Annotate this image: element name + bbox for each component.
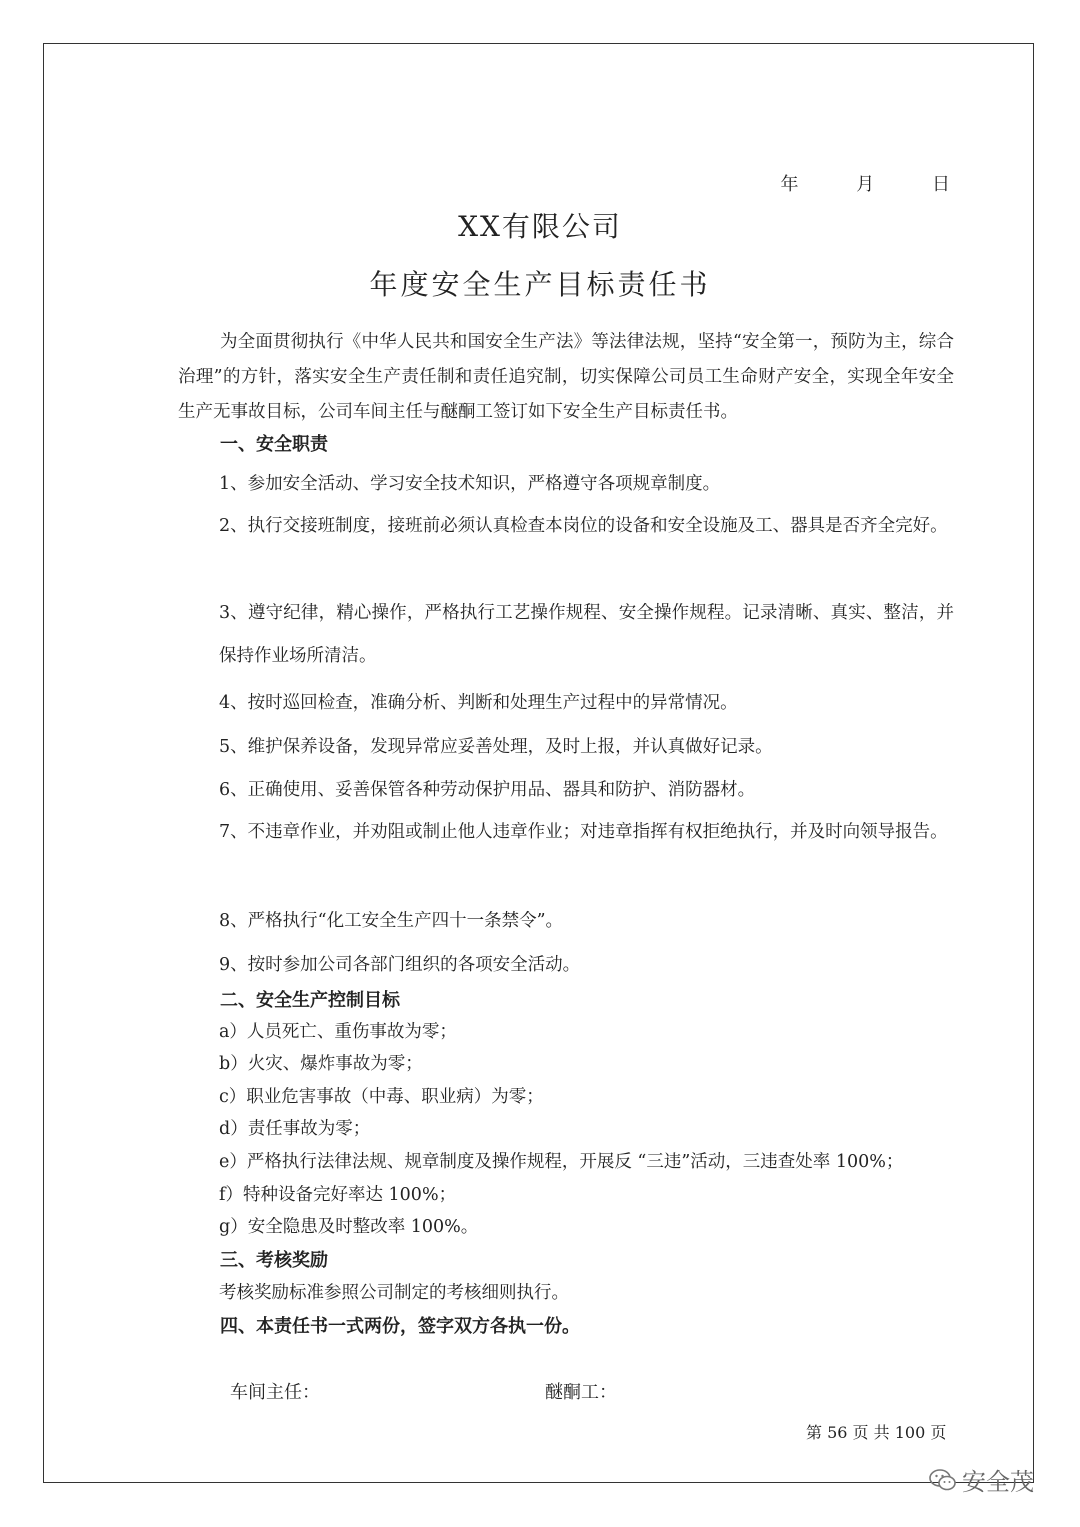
wechat-icon bbox=[928, 1467, 958, 1493]
section2-heading: 二、安全生产控制目标 bbox=[220, 990, 400, 1011]
duty-item-1: 1、参加安全活动、学习安全技术知识，严格遵守各项规章制度。 bbox=[219, 474, 721, 494]
date-day-label: 日 bbox=[932, 174, 950, 195]
target-item-d: d）责任事故为零； bbox=[219, 1119, 371, 1139]
section1-heading: 一、安全职责 bbox=[220, 434, 328, 455]
watermark bbox=[928, 1462, 1034, 1497]
intro-paragraph: 为全面贯彻执行《中华人民共和国安全生产法》等法律法规，坚持“安全第一，预防为主，综合治理”的方针，落实安全生产责任制和责任追究制，切实保障公司员工生命财产安全，实现全年安全生产无事故目标，公司车间主任与醚酮工签订如下安全生产目标责任书。 bbox=[178, 332, 954, 422]
company-title: XX有限公司 bbox=[458, 210, 622, 243]
duty-item-8: 8、严格执行“化工安全生产四十一条禁令”。 bbox=[219, 911, 564, 931]
target-item-f: f）特种设备完好率达 100%； bbox=[219, 1185, 457, 1205]
signature-workshop-director: 车间主任： bbox=[230, 1382, 320, 1403]
duty-item-3-text: 3、遵守纪律，精心操作，严格执行工艺操作规程、安全操作规程。记录清晰、真实、整洁，并保持作业场所清洁。 bbox=[219, 603, 954, 666]
section4-heading: 四、本责任书一式两份，签字双方各执一份。 bbox=[220, 1316, 580, 1337]
target-item-e: e）严格执行法律法规、规章制度及操作规程，开展反 “三违”活动，三违查处率 100%； bbox=[219, 1152, 904, 1172]
section3-heading: 三、考核奖励 bbox=[220, 1250, 328, 1271]
duty-item-5: 5、维护保养设备，发现异常应妥善处理，及时上报，并认真做好记录。 bbox=[219, 737, 773, 757]
signature-worker: 醚酮工： bbox=[545, 1382, 617, 1403]
duty-item-6: 6、正确使用、妥善保管各种劳动保护用品、器具和防护、消防器材。 bbox=[219, 780, 756, 800]
duty-item-9: 9、按时参加公司各部门组织的各项安全活动。 bbox=[219, 955, 581, 975]
duty-item-7 bbox=[178, 811, 954, 854]
watermark-text: 安全茂 bbox=[962, 1468, 1034, 1496]
assessment-text: 考核奖励标准参照公司制定的考核细则执行。 bbox=[219, 1283, 569, 1303]
date-year-label: 年 bbox=[780, 174, 799, 195]
document-title: 年度安全生产目标责任书 bbox=[369, 268, 711, 301]
duty-item-2 bbox=[178, 505, 954, 548]
target-item-c: c）职业危害事故（中毒、职业病）为零； bbox=[219, 1087, 544, 1107]
duty-item-4: 4、按时巡回检查，准确分析、判断和处理生产过程中的异常情况。 bbox=[219, 693, 738, 713]
date-month-label: 月 bbox=[856, 174, 875, 195]
duty-item-2-text: 2、执行交接班制度，接班前必须认真检查本岗位的设备和安全设施及工、器具是否齐全完好。 bbox=[219, 516, 948, 536]
page-number: 第 56 页 共 100 页 bbox=[806, 1423, 947, 1442]
duty-item-3 bbox=[178, 592, 954, 678]
target-item-b: b）火灾、爆炸事故为零； bbox=[219, 1054, 423, 1074]
target-item-g: g）安全隐患及时整改率 100%。 bbox=[219, 1217, 479, 1237]
page-border bbox=[43, 43, 1034, 1483]
target-item-a: a）人员死亡、重伤事故为零； bbox=[219, 1022, 457, 1042]
duty-item-7-text: 7、不违章作业，并劝阻或制止他人违章作业；对违章指挥有权拒绝执行，并及时向领导报告。 bbox=[219, 822, 948, 842]
date-line bbox=[729, 170, 950, 196]
